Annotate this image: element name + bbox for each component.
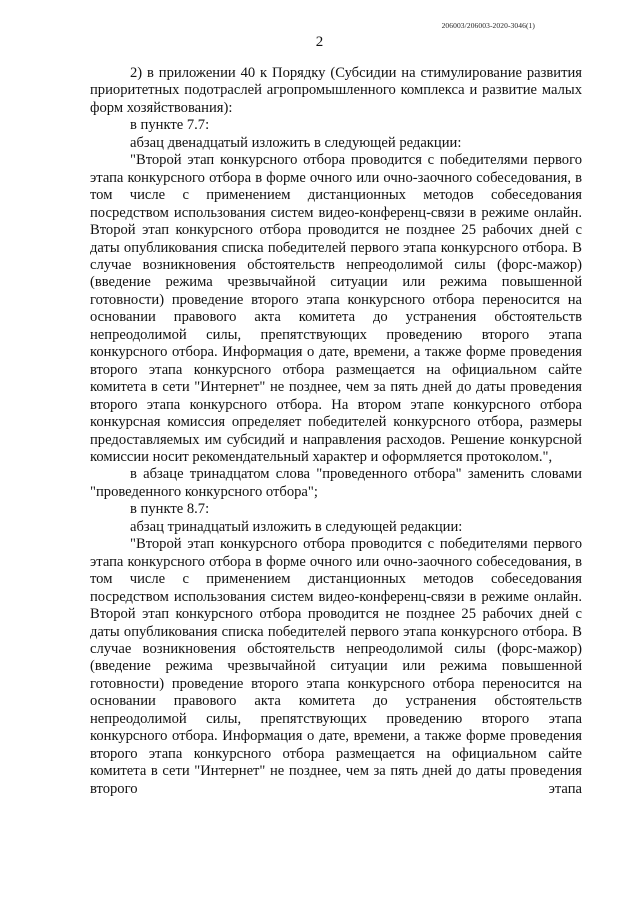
page-number: 2 xyxy=(315,34,324,50)
paragraph-replace-words: в абзаце тринадцатом слова "проведенного отбора" заменить словами "проведенного конкурсного отбора"; xyxy=(90,466,582,500)
document-registration-number: 206003/206003-2020-3046(1) xyxy=(441,21,535,30)
document-body xyxy=(90,65,582,798)
paragraph-instruction-thirteenth: абзац тринадцатый изложить в следующей редакции: xyxy=(130,518,463,535)
paragraph-item-2-intro: 2) в приложении 40 к Порядку (Субсидии на стимулирование развития приоритетных подотраслей агропромышленного комплекса и развитие малых форм хозяйствования): xyxy=(90,65,582,116)
paragraph-instruction-twelfth: абзац двенадцатый изложить в следующей редакции: xyxy=(130,134,462,151)
paragraph-point-7-7: в пункте 7.7: xyxy=(130,117,210,134)
paragraph-new-wording-8-7: "Второй этап конкурсного отбора проводится с победителями первого этапа конкурсного отбора в форме очного или очно-заочного собеседования, в том числе с применением дистанционных методов собеседования посредством использования систем видео-конференц-связи в режиме онлайн. Второй этап конкурсного отбора проводится не позднее 25 рабочих дней с даты опубликования списка победителей первого этапа конкурсного отбора. В случае возникновения обстоятельств непреодолимой силы (форс-мажор) (введение режима чрезвычайной ситуации или режима повышенной готовности) проведение второго этапа конкурсного отбора переносится на основании правового акта комитета до устранения обстоятельств непреодолимой силы, препятствующих проведению второго этапа конкурсного отбора. Информация о дате, времени, а также форме проведения второго этапа конкурсного отбора размещается на официальном сайте комитета в сети "Интернет" не позднее, чем за пять дней до даты проведения второго этапа xyxy=(90,536,582,797)
paragraph-new-wording-7-7: "Второй этап конкурсного отбора проводится с победителями первого этапа конкурсного отбора в форме очного или очно-заочного собеседования, в том числе с применением дистанционных методов собеседования посредством использования систем видео-конференц-связи в режиме онлайн. Второй этап конкурсного отбора проводится не позднее 25 рабочих дней с даты опубликования списка победителей первого этапа конкурсного отбора. В случае возникновения обстоятельств непреодолимой силы (форс-мажор) (введение режима чрезвычайной ситуации или режима повышенной готовности) проведение второго этапа конкурсного отбора переносится на основании правового акта комитета до устранения обстоятельств непреодолимой силы, препятствующих проведению второго этапа конкурсного отбора. Информация о дате, времени, а также форме проведения второго этапа конкурсного отбора размещается на официальном сайте комитета в сети "Интернет" не позднее, чем за пять дней до даты проведения второго этапа конкурсного отбора. На втором этапе конкурсного отбора конкурсная комиссия определяет победителей конкурсного отбора, размеры предоставляемых им субсидий и направления расходов. Решение конкурсной комиссии носит рекомендательный характер и оформляется протоколом.", xyxy=(90,152,582,465)
paragraph-point-8-7: в пункте 8.7: xyxy=(130,501,210,518)
